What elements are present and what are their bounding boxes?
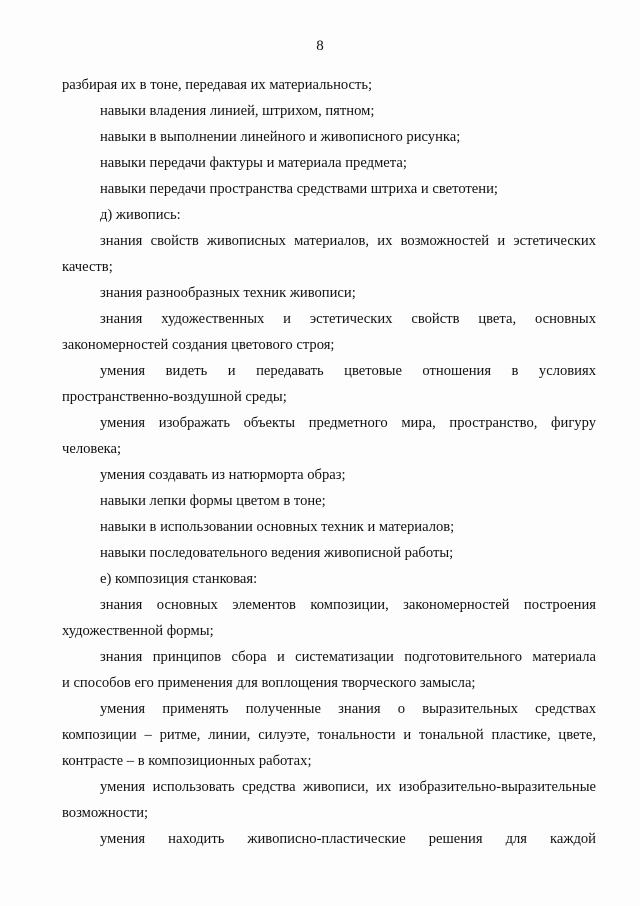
list-item: навыки лепки формы цветом в тоне; [100,493,326,509]
list-item: навыки в выполнении линейного и живописного рисунка; [100,129,461,145]
list-item: знания основных элементов композиции, закономерностей построения [100,597,596,613]
list-item: навыки передачи пространства средствами штриха и светотени; [100,181,498,197]
list-item: знания принципов сбора и систематизации подготовительного материала [100,649,596,665]
list-item: навыки владения линией, штрихом, пятном; [100,103,375,119]
list-item-continuation: композиции – ритме, линии, силуэте, тональности и тональной пластике, цвете, [62,727,596,743]
document-body [62,72,596,852]
list-item-continuation: пространственно-воздушной среды; [62,389,287,405]
list-item-continuation: закономерностей создания цветового строя; [62,337,335,353]
list-item-continuation: и способов его применения для воплощения творческого замысла; [62,675,476,691]
list-item-continuation: качеств; [62,259,113,275]
text-line: разбирая их в тоне, передавая их материальность; [62,77,373,93]
list-item: навыки последовательного ведения живописной работы; [100,545,454,561]
list-item: знания свойств живописных материалов, их возможностей и эстетических [100,233,596,249]
list-item-continuation: художественной формы; [62,623,214,639]
section-heading: д) живопись: [100,207,181,223]
list-item: знания разнообразных техник живописи; [100,285,356,301]
list-item: умения находить живописно-пластические решения для каждой [100,831,596,847]
list-item: знания художественных и эстетических свойств цвета, основных [100,311,596,327]
page-number: 8 [316,38,324,54]
list-item: навыки передачи фактуры и материала предмета; [100,155,407,171]
list-item: умения создавать из натюрморта образ; [100,467,346,483]
list-item-continuation: возможности; [62,805,149,821]
list-item: навыки в использовании основных техник и материалов; [100,519,455,535]
list-item-continuation: человека; [62,441,122,457]
list-item: умения использовать средства живописи, их изобразительно-выразительные [100,779,596,795]
section-heading: е) композиция станковая: [100,571,258,587]
list-item: умения применять полученные знания о выразительных средствах [100,701,596,717]
list-item: умения видеть и передавать цветовые отношения в условиях [100,363,596,379]
list-item: умения изображать объекты предметного мира, пространство, фигуру [100,415,596,431]
list-item-continuation: контрасте – в композиционных работах; [62,753,312,769]
